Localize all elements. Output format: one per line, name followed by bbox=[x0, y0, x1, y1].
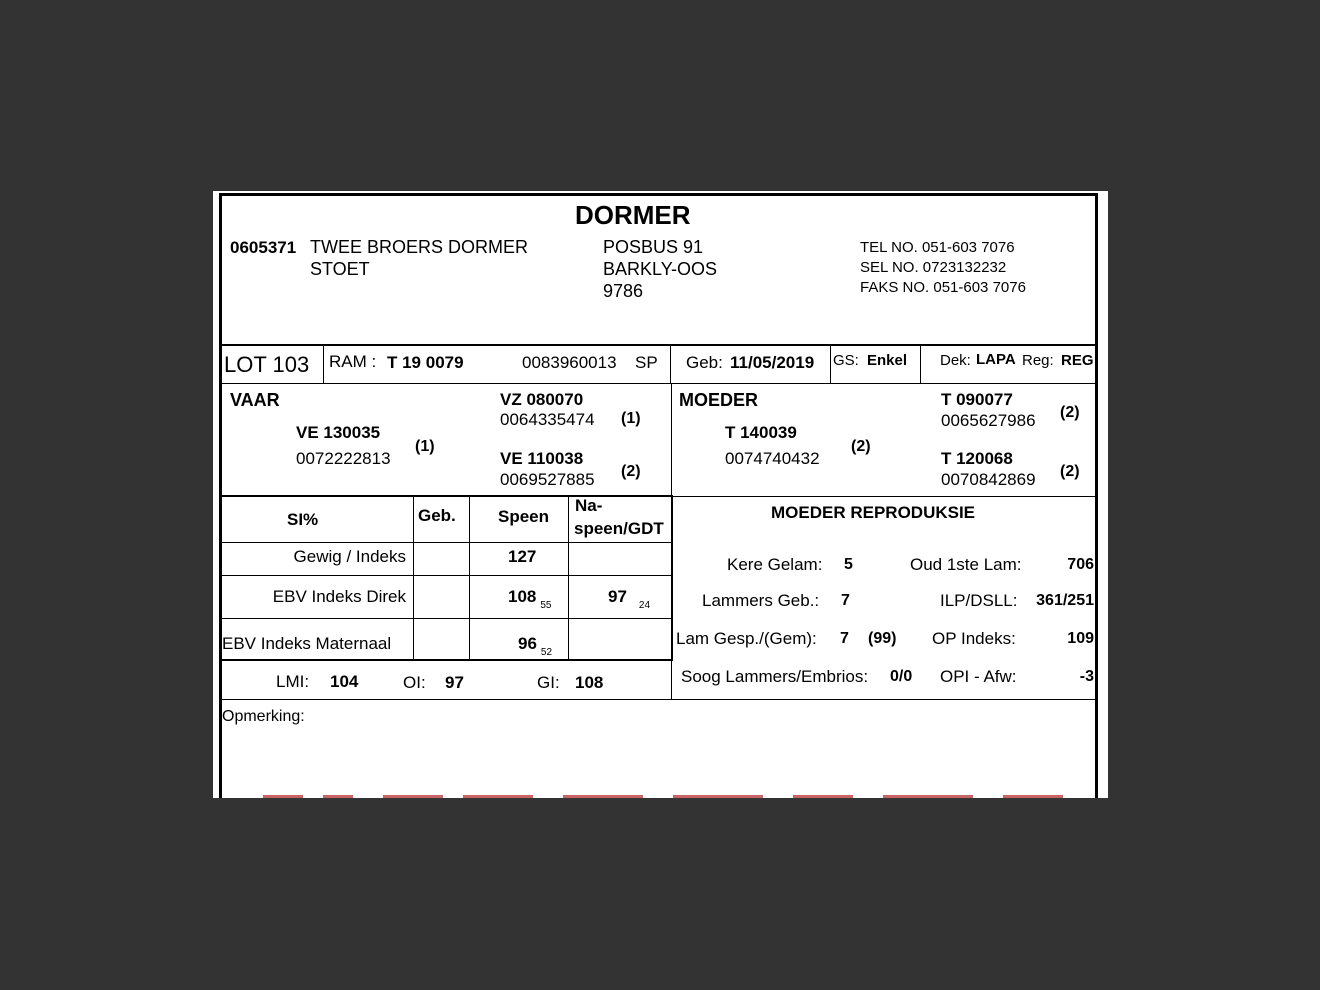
vaar-number: 0072222813 bbox=[296, 449, 391, 468]
ram-label: RAM : bbox=[329, 352, 377, 371]
si-row-speen bbox=[518, 634, 553, 658]
vaar-label: VAAR bbox=[230, 390, 280, 410]
opi-afw-value: -3 bbox=[1079, 668, 1094, 685]
oud-1ste-lam-value: 706 bbox=[1067, 556, 1094, 573]
vz-id: VZ 080070 bbox=[500, 390, 584, 409]
si-row-speen bbox=[508, 587, 552, 611]
faks-number: FAKS NO. 051-603 7076 bbox=[860, 279, 1026, 296]
sp-label: SP bbox=[635, 353, 658, 372]
clipped-red-text bbox=[793, 795, 853, 798]
divider bbox=[219, 344, 1098, 346]
clipped-red-text bbox=[323, 795, 353, 798]
vz-number: 0064335474 bbox=[500, 410, 595, 429]
divider bbox=[568, 496, 569, 660]
divider bbox=[469, 496, 470, 660]
divider bbox=[219, 383, 1098, 384]
si-row-label: EBV Indeks Maternaal bbox=[222, 634, 392, 653]
lammers-geb-label: Lammers Geb.: bbox=[702, 591, 820, 610]
gi-label: GI: bbox=[537, 673, 560, 692]
vaar-id: VE 130035 bbox=[296, 423, 381, 442]
gs-label: GS: bbox=[833, 352, 859, 369]
opmerking-label: Opmerking: bbox=[222, 708, 305, 725]
si-row-speen: 127 bbox=[508, 547, 537, 566]
clipped-red-text bbox=[263, 795, 303, 798]
reg-value: REG bbox=[1061, 352, 1094, 369]
op-indeks-label: OP Indeks: bbox=[932, 629, 1016, 648]
si-row-naspeen-sub: 24 bbox=[638, 600, 651, 611]
clipped-red-text bbox=[673, 795, 763, 798]
soog-lammers-label: Soog Lammers/Embrios: bbox=[681, 667, 869, 686]
si-row-speen-value: 108 bbox=[508, 587, 537, 606]
si-row-label: Gewig / Indeks bbox=[293, 547, 406, 566]
ram-id: T 19 0079 bbox=[387, 353, 464, 372]
ve-id: VE 110038 bbox=[500, 449, 584, 468]
reg-label: Reg: bbox=[1022, 352, 1054, 369]
moeder-sire-number: 0065627986 bbox=[941, 411, 1036, 430]
op-indeks-value: 109 bbox=[1067, 630, 1094, 647]
divider bbox=[219, 618, 673, 619]
address-line3: 9786 bbox=[603, 281, 644, 301]
ve-number: 0069527885 bbox=[500, 470, 595, 489]
si-row-naspeen bbox=[608, 587, 651, 611]
page-title: DORMER bbox=[575, 200, 691, 230]
divider bbox=[219, 699, 1098, 700]
divider bbox=[219, 575, 673, 576]
clipped-red-text bbox=[383, 795, 443, 798]
si-header-geb: Geb. bbox=[418, 506, 456, 525]
sel-number: SEL NO. 0723132232 bbox=[860, 259, 1007, 276]
moeder-dam-number: 0070842869 bbox=[941, 470, 1036, 489]
dek-label: Dek: bbox=[940, 352, 971, 369]
moeder-code: (2) bbox=[851, 438, 871, 455]
moeder-dam-code: (2) bbox=[1060, 463, 1080, 480]
divider bbox=[920, 345, 921, 383]
divider bbox=[323, 345, 324, 383]
ve-code: (2) bbox=[621, 463, 641, 480]
si-row-speen-sub: 52 bbox=[540, 647, 553, 658]
geb-value: 11/05/2019 bbox=[730, 353, 815, 372]
geb-label: Geb: bbox=[686, 353, 723, 372]
lmi-value: 104 bbox=[330, 672, 359, 691]
moeder-sire-code: (2) bbox=[1060, 404, 1080, 421]
lam-gesp-gem: (99) bbox=[868, 630, 897, 647]
lot-label: LOT 103 bbox=[224, 352, 310, 377]
moeder-label: MOEDER bbox=[679, 390, 759, 410]
si-header-speen: Speen bbox=[498, 507, 550, 526]
oi-label: OI: bbox=[403, 673, 426, 692]
clipped-red-text bbox=[1003, 795, 1063, 798]
moeder-sire-id: T 090077 bbox=[941, 390, 1013, 409]
moeder-number: 0074740432 bbox=[725, 449, 820, 468]
dek-value: LAPA bbox=[976, 351, 1016, 368]
si-header-naspeen-line2: speen/GDT bbox=[574, 519, 664, 538]
ilp-dsll-label: ILP/DSLL: bbox=[940, 591, 1018, 610]
soog-lammers-value: 0/0 bbox=[890, 668, 913, 685]
gs-value: Enkel bbox=[867, 352, 908, 369]
lammers-geb-value: 7 bbox=[841, 592, 850, 609]
si-header-naspeen-line1: Na- bbox=[575, 496, 603, 515]
lmi-label: LMI: bbox=[276, 672, 310, 691]
ilp-dsll-value: 361/251 bbox=[1036, 592, 1094, 609]
reproduksie-title: MOEDER REPRODUKSIE bbox=[771, 503, 976, 522]
divider bbox=[671, 496, 672, 699]
divider bbox=[219, 542, 673, 543]
breeder-name-line2: STOET bbox=[310, 259, 370, 279]
si-header-si: SI% bbox=[287, 510, 319, 529]
breeder-id: 0605371 bbox=[230, 238, 297, 257]
divider bbox=[413, 496, 414, 660]
vaar-code: (1) bbox=[415, 438, 435, 455]
clipped-red-text bbox=[883, 795, 973, 798]
clipped-red-text bbox=[463, 795, 533, 798]
lot-card bbox=[213, 191, 1108, 798]
si-row-naspeen-value: 97 bbox=[608, 587, 627, 606]
clipped-red-text bbox=[563, 795, 643, 798]
tel-number: TEL NO. 051-603 7076 bbox=[860, 239, 1015, 256]
address-line2: BARKLY-OOS bbox=[603, 259, 718, 279]
opi-afw-label: OPI - Afw: bbox=[940, 667, 1017, 686]
divider bbox=[830, 345, 831, 383]
address-line1: POSBUS 91 bbox=[603, 237, 704, 257]
vz-code: (1) bbox=[621, 410, 641, 427]
lam-gesp-label: Lam Gesp./(Gem): bbox=[676, 629, 817, 648]
kere-gelam-label: Kere Gelam: bbox=[727, 555, 823, 574]
breeder-name-line1: TWEE BROERS DORMER bbox=[310, 237, 529, 257]
ram-reg-number: 0083960013 bbox=[522, 353, 617, 372]
oud-1ste-lam-label: Oud 1ste Lam: bbox=[910, 555, 1022, 574]
moeder-dam-id: T 120068 bbox=[941, 449, 1013, 468]
si-row-label: EBV Indeks Direk bbox=[272, 587, 406, 606]
divider bbox=[671, 384, 672, 496]
lam-gesp-value: 7 bbox=[840, 630, 849, 647]
si-row-speen-value: 96 bbox=[518, 634, 537, 653]
oi-value: 97 bbox=[445, 673, 464, 692]
divider bbox=[670, 345, 671, 383]
si-row-speen-sub: 55 bbox=[540, 600, 552, 611]
moeder-id: T 140039 bbox=[725, 423, 797, 442]
gi-value: 108 bbox=[575, 673, 604, 692]
kere-gelam-value: 5 bbox=[844, 556, 853, 573]
